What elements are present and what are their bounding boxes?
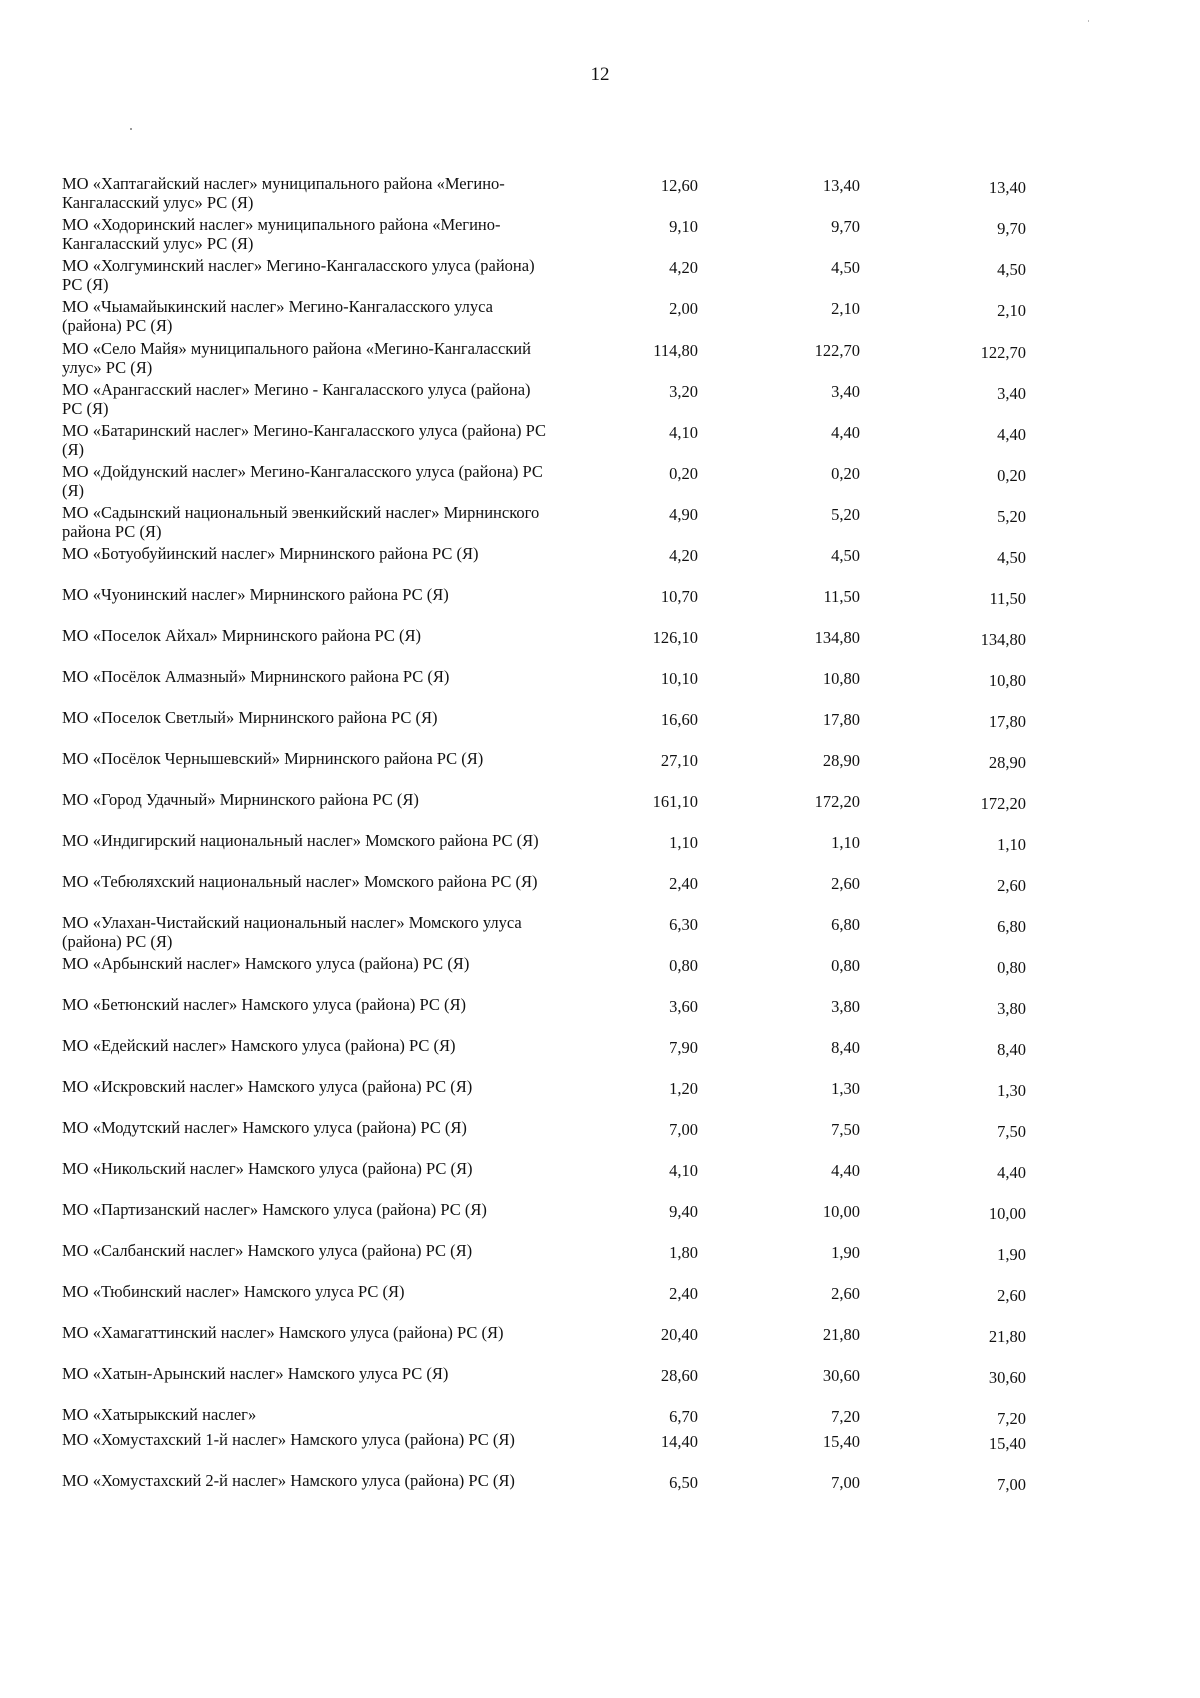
- table-row: [0, 667, 1200, 709]
- municipality-name: МО «Тюбинский наслег» Намского улуса РС (Я): [62, 1282, 405, 1301]
- value-column-2: 30,60: [822, 1366, 860, 1385]
- table-row: [0, 174, 1200, 216]
- value-column-1: 10,10: [660, 669, 698, 688]
- municipality-name: МО «Искровский наслег» Намского улуса (района) РС (Я): [62, 1077, 473, 1096]
- value-column-1: 16,60: [660, 710, 698, 729]
- value-column-2: 172,20: [814, 792, 860, 811]
- value-column-1: 4,10: [669, 423, 698, 442]
- municipality-name: МО «Чыамайыкинский наслег» Мегино-Кангаласского улуса (района) РС (Я): [62, 297, 493, 335]
- value-column-1: 3,20: [669, 382, 698, 401]
- municipality-name: МО «Ходоринский наслег» муниципального района «Мегино-Кангаласский улус» РС (Я): [62, 215, 501, 253]
- value-column-3: 172,20: [980, 794, 1026, 813]
- value-column-3: 5,20: [997, 507, 1026, 526]
- value-column-2: 3,80: [831, 997, 860, 1016]
- table-row: [0, 544, 1200, 586]
- value-column-2: 4,50: [831, 546, 860, 565]
- value-column-1: 27,10: [660, 751, 698, 770]
- value-column-1: 1,80: [669, 1243, 698, 1262]
- value-column-2: 6,80: [831, 915, 860, 934]
- value-column-2: 10,00: [822, 1202, 860, 1221]
- value-column-2: 122,70: [814, 341, 860, 360]
- municipality-name: МО «Едейский наслег» Намского улуса (района) РС (Я): [62, 1036, 456, 1055]
- municipality-name: МО «Хомустахский 1-й наслег» Намского улуса (района) РС (Я): [62, 1430, 515, 1449]
- municipality-name: МО «Холгуминский наслег» Мегино-Кангаласского улуса (района) РС (Я): [62, 256, 535, 294]
- table-row: [0, 339, 1200, 381]
- value-column-1: 4,10: [669, 1161, 698, 1180]
- municipality-name: МО «Арбынский наслег» Намского улуса (района) РС (Я): [62, 954, 470, 973]
- municipality-name: МО «Посёлок Алмазный» Мирнинского района РС (Я): [62, 667, 450, 686]
- scan-speck: [1088, 20, 1089, 22]
- value-column-1: 20,40: [660, 1325, 698, 1344]
- value-column-2: 13,40: [822, 176, 860, 195]
- value-column-3: 4,50: [997, 260, 1026, 279]
- table-row: [0, 1036, 1200, 1078]
- municipality-name: МО «Село Майя» муниципального района «Мегино-Кангаласский улус» РС (Я): [62, 339, 531, 377]
- value-column-3: 11,50: [989, 589, 1026, 608]
- table-row: [0, 215, 1200, 257]
- table-row: [0, 1430, 1200, 1472]
- municipality-name: МО «Посёлок Чернышевский» Мирнинского района РС (Я): [62, 749, 484, 768]
- municipality-name: МО «Дойдунский наслег» Мегино-Кангаласского улуса (района) РС (Я): [62, 462, 543, 500]
- municipality-name: МО «Модутский наслег» Намского улуса (района) РС (Я): [62, 1118, 467, 1137]
- value-column-1: 114,80: [653, 341, 698, 360]
- municipality-name: МО «Бетюнский наслег» Намского улуса (района) РС (Я): [62, 995, 467, 1014]
- value-column-3: 4,50: [997, 548, 1026, 567]
- municipality-name: МО «Улахан-Чистайский национальный наслег» Момского улуса (района) РС (Я): [62, 913, 522, 951]
- value-column-2: 4,50: [831, 258, 860, 277]
- value-column-2: 7,50: [831, 1120, 860, 1139]
- value-column-1: 126,10: [652, 628, 698, 647]
- value-column-3: 1,90: [997, 1245, 1026, 1264]
- value-column-2: 3,40: [831, 382, 860, 401]
- value-column-1: 10,70: [660, 587, 698, 606]
- value-column-2: 1,90: [831, 1243, 860, 1262]
- value-column-3: 7,20: [997, 1409, 1026, 1428]
- municipality-name: МО «Батаринский наслег» Мегино-Кангаласского улуса (района) РС (Я): [62, 421, 547, 459]
- value-column-1: 1,20: [669, 1079, 698, 1098]
- value-column-1: 7,00: [669, 1120, 698, 1139]
- table-row: [0, 1200, 1200, 1242]
- value-column-3: 13,40: [988, 178, 1026, 197]
- value-column-3: 0,80: [997, 958, 1026, 977]
- value-column-1: 7,90: [669, 1038, 698, 1057]
- value-column-1: 0,20: [669, 464, 698, 483]
- table-row: [0, 913, 1200, 955]
- page-number: 12: [590, 64, 610, 85]
- value-column-3: 30,60: [988, 1368, 1026, 1387]
- value-column-2: 134,80: [814, 628, 860, 647]
- value-column-2: 4,40: [831, 423, 860, 442]
- municipality-name: МО «Чуонинский наслег» Мирнинского района РС (Я): [62, 585, 449, 604]
- value-column-3: 7,50: [997, 1122, 1026, 1141]
- value-column-1: 2,40: [669, 1284, 698, 1303]
- value-column-2: 1,10: [831, 833, 860, 852]
- table-row: [0, 954, 1200, 996]
- value-column-1: 6,30: [669, 915, 698, 934]
- value-column-1: 4,20: [669, 546, 698, 565]
- table-row: [0, 1471, 1200, 1513]
- value-column-3: 2,60: [997, 876, 1026, 895]
- table-row: [0, 1118, 1200, 1160]
- municipality-name: МО «Садынский национальный эвенкийский наслег» Мирнинского района РС (Я): [62, 503, 540, 541]
- table-row: [0, 256, 1200, 298]
- value-column-2: 7,20: [831, 1407, 860, 1426]
- value-column-1: 2,40: [669, 874, 698, 893]
- value-column-2: 5,20: [831, 505, 860, 524]
- table-row: [0, 1364, 1200, 1406]
- municipality-name: МО «Тебюляхский национальный наслег» Момского района РС (Я): [62, 872, 538, 891]
- value-column-3: 15,40: [988, 1434, 1026, 1453]
- value-column-3: 21,80: [988, 1327, 1026, 1346]
- value-column-2: 8,40: [831, 1038, 860, 1057]
- table-row: [0, 297, 1200, 339]
- value-column-3: 122,70: [980, 343, 1026, 362]
- value-column-3: 17,80: [988, 712, 1026, 731]
- table-row: [0, 1159, 1200, 1201]
- value-column-2: 2,60: [831, 874, 860, 893]
- value-column-1: 9,40: [669, 1202, 698, 1221]
- value-column-1: 3,60: [669, 997, 698, 1016]
- table-row: [0, 421, 1200, 463]
- value-column-3: 3,80: [997, 999, 1026, 1018]
- table-row: [0, 1077, 1200, 1119]
- value-column-1: 161,10: [652, 792, 698, 811]
- value-column-1: 28,60: [660, 1366, 698, 1385]
- table-row: [0, 503, 1200, 545]
- municipality-name: МО «Хомустахский 2-й наслег» Намского улуса (района) РС (Я): [62, 1471, 515, 1490]
- table-row: [0, 831, 1200, 873]
- value-column-1: 4,90: [669, 505, 698, 524]
- value-column-2: 2,10: [831, 299, 860, 318]
- table-row: [0, 1282, 1200, 1324]
- value-column-1: 2,00: [669, 299, 698, 318]
- value-column-3: 3,40: [997, 384, 1026, 403]
- value-column-1: 4,20: [669, 258, 698, 277]
- value-column-3: 6,80: [997, 917, 1026, 936]
- municipality-name: МО «Хатын-Арынский наслег» Намского улуса РС (Я): [62, 1364, 449, 1383]
- municipality-name: МО «Хатырыкский наслег»: [62, 1405, 257, 1424]
- table-row: [0, 380, 1200, 422]
- value-column-1: 6,70: [669, 1407, 698, 1426]
- table-row: [0, 462, 1200, 504]
- value-column-1: 0,80: [669, 956, 698, 975]
- municipality-name: МО «Арангасский наслег» Мегино - Кангаласского улуса (района) РС (Я): [62, 380, 531, 418]
- municipality-name: МО «Поселок Светлый» Мирнинского района РС (Я): [62, 708, 438, 727]
- value-column-3: 9,70: [997, 219, 1026, 238]
- value-column-3: 134,80: [980, 630, 1026, 649]
- value-column-3: 1,30: [997, 1081, 1026, 1100]
- value-column-1: 9,10: [669, 217, 698, 236]
- value-column-2: 1,30: [831, 1079, 860, 1098]
- municipality-name: МО «Поселок Айхал» Мирнинского района РС (Я): [62, 626, 422, 645]
- table-row: [0, 626, 1200, 668]
- table-row: [0, 708, 1200, 750]
- value-column-2: 2,60: [831, 1284, 860, 1303]
- value-column-2: 15,40: [822, 1432, 860, 1451]
- value-column-3: 10,80: [988, 671, 1026, 690]
- table-row: [0, 1323, 1200, 1365]
- value-column-2: 0,20: [831, 464, 860, 483]
- value-column-2: 11,50: [823, 587, 860, 606]
- value-column-2: 10,80: [822, 669, 860, 688]
- value-column-3: 2,60: [997, 1286, 1026, 1305]
- value-column-3: 7,00: [997, 1475, 1026, 1494]
- value-column-2: 7,00: [831, 1473, 860, 1492]
- table-row: [0, 790, 1200, 832]
- table-row: [0, 995, 1200, 1037]
- value-column-3: 1,10: [997, 835, 1026, 854]
- value-column-2: 21,80: [822, 1325, 860, 1344]
- value-column-3: 10,00: [988, 1204, 1026, 1223]
- value-column-1: 12,60: [660, 176, 698, 195]
- value-column-3: 4,40: [997, 1163, 1026, 1182]
- municipality-name: МО «Салбанский наслег» Намского улуса (района) РС (Я): [62, 1241, 473, 1260]
- value-column-3: 8,40: [997, 1040, 1026, 1059]
- value-column-2: 17,80: [822, 710, 860, 729]
- municipality-name: МО «Хаптагайский наслег» муниципального района «Мегино-Кангаласский улус» РС (Я): [62, 174, 505, 212]
- table-row: [0, 749, 1200, 791]
- table-row: [0, 585, 1200, 627]
- table-row: [0, 1241, 1200, 1283]
- municipality-name: МО «Хамагаттинский наслег» Намского улуса (района) РС (Я): [62, 1323, 504, 1342]
- value-column-1: 6,50: [669, 1473, 698, 1492]
- value-column-3: 28,90: [988, 753, 1026, 772]
- value-column-1: 1,10: [669, 833, 698, 852]
- value-column-2: 9,70: [831, 217, 860, 236]
- value-column-2: 28,90: [822, 751, 860, 770]
- value-column-3: 2,10: [997, 301, 1026, 320]
- municipality-name: МО «Никольский наслег» Намского улуса (района) РС (Я): [62, 1159, 473, 1178]
- value-column-2: 4,40: [831, 1161, 860, 1180]
- table-row: [0, 872, 1200, 914]
- municipality-name: МО «Индигирский национальный наслег» Момского района РС (Я): [62, 831, 539, 850]
- municipality-name: МО «Партизанский наслег» Намского улуса (района) РС (Я): [62, 1200, 487, 1219]
- scan-speck: [130, 128, 132, 130]
- value-column-3: 0,20: [997, 466, 1026, 485]
- value-column-3: 4,40: [997, 425, 1026, 444]
- municipality-name: МО «Город Удачный» Мирнинского района РС (Я): [62, 790, 419, 809]
- value-column-1: 14,40: [660, 1432, 698, 1451]
- value-column-2: 0,80: [831, 956, 860, 975]
- municipality-name: МО «Ботуобуйинский наслег» Мирнинского района РС (Я): [62, 544, 479, 563]
